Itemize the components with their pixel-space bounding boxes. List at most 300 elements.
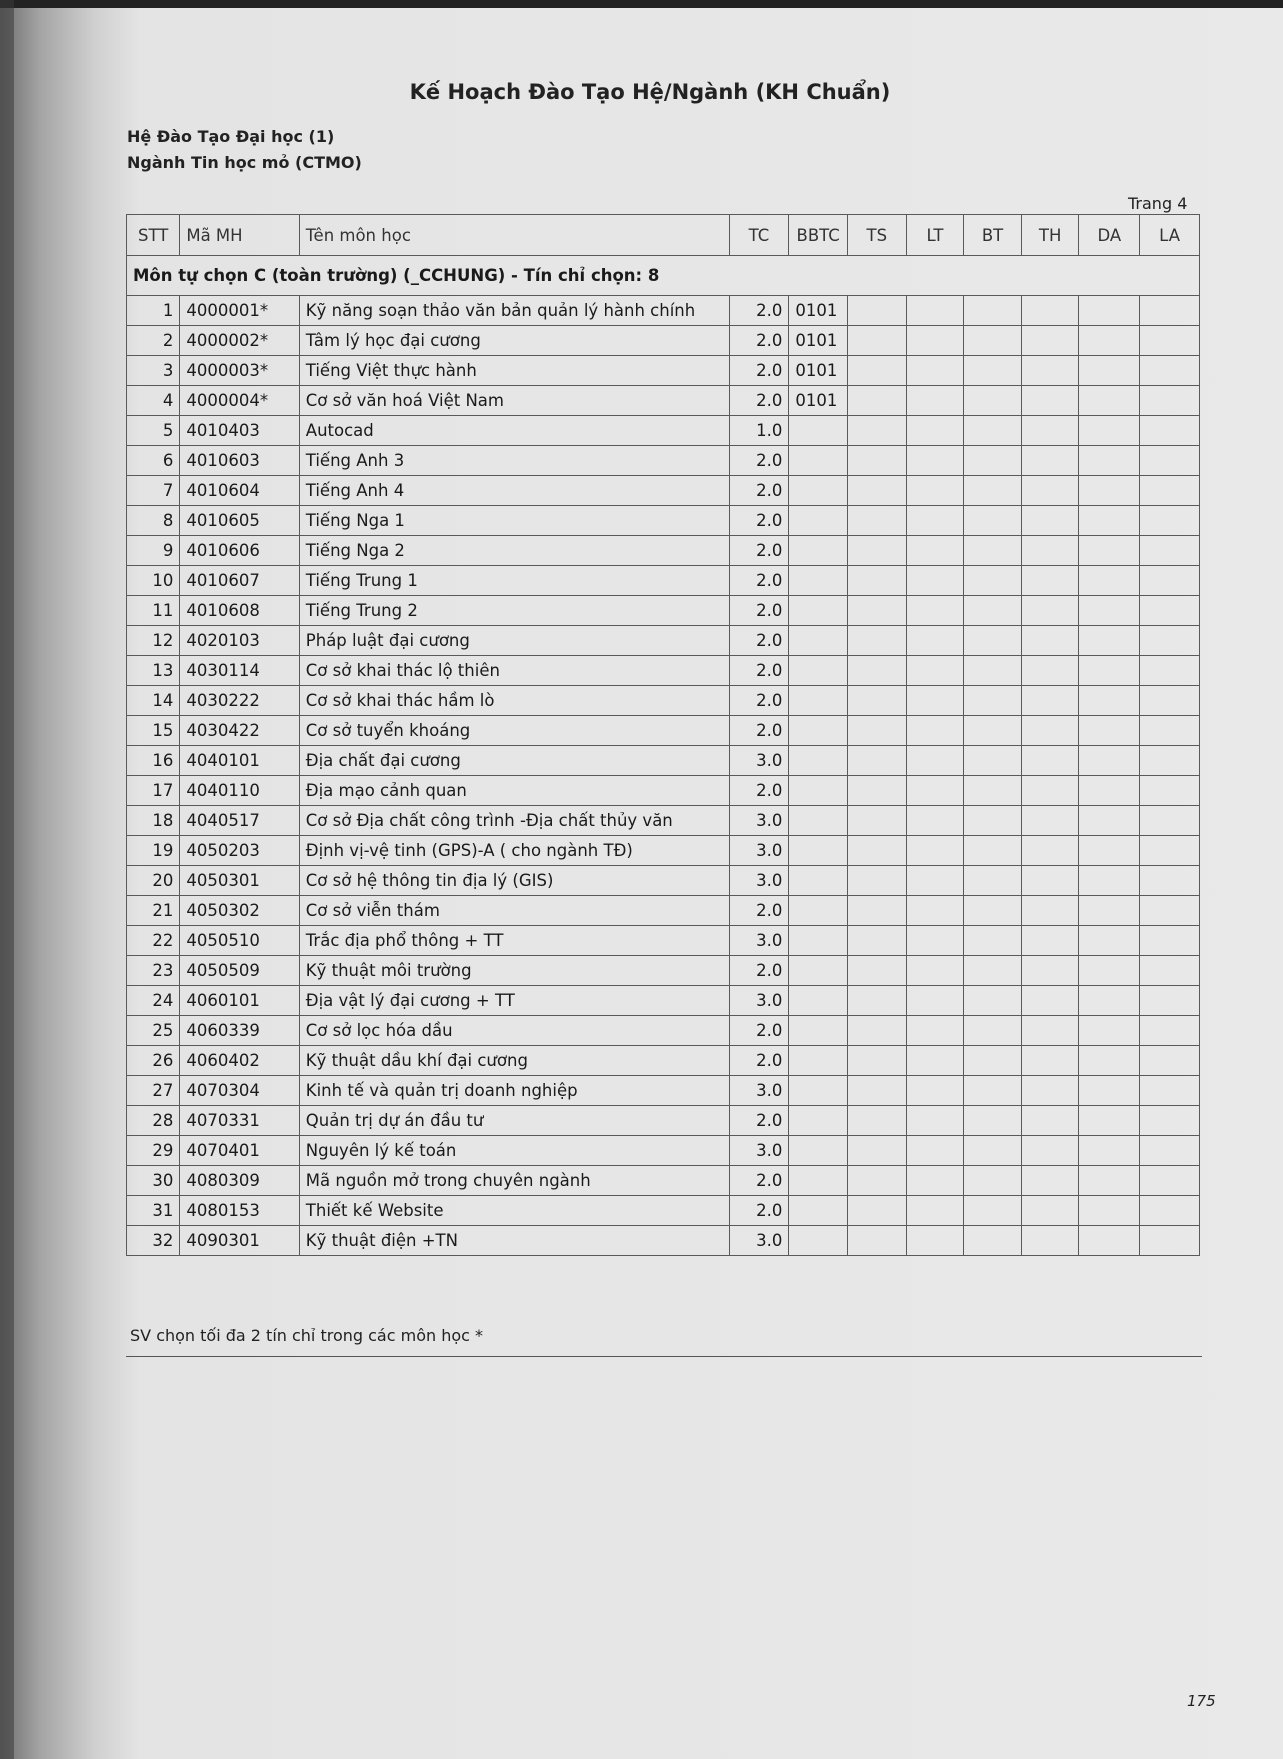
cell-ten-mon-hoc: Cơ sở khai thác hầm lò	[299, 686, 729, 716]
cell-th	[1021, 806, 1079, 836]
cell-stt: 12	[127, 626, 180, 656]
cell-stt: 8	[127, 506, 180, 536]
cell-da	[1079, 506, 1140, 536]
cell-bbtc: 0101	[789, 326, 848, 356]
cell-stt: 4	[127, 386, 180, 416]
header-ts: TS	[847, 215, 906, 256]
cell-stt: 22	[127, 926, 180, 956]
cell-ten-mon-hoc: Mã nguồn mở trong chuyên ngành	[299, 1166, 729, 1196]
table-row	[127, 806, 1200, 836]
cell-stt: 1	[127, 296, 180, 326]
cell-ts	[847, 356, 906, 386]
cell-da	[1079, 416, 1140, 446]
cell-bt	[964, 956, 1022, 986]
cell-stt: 28	[127, 1106, 180, 1136]
cell-la	[1140, 746, 1200, 776]
cell-da	[1079, 986, 1140, 1016]
cell-tc: 2.0	[729, 596, 789, 626]
table-row	[127, 656, 1200, 686]
cell-stt: 29	[127, 1136, 180, 1166]
cell-bbtc	[789, 1136, 848, 1166]
cell-da	[1079, 776, 1140, 806]
cell-la	[1140, 416, 1200, 446]
cell-ten-mon-hoc: Địa vật lý đại cương + TT	[299, 986, 729, 1016]
cell-bbtc	[789, 896, 848, 926]
cell-ten-mon-hoc: Tiếng Nga 1	[299, 506, 729, 536]
cell-bt	[964, 1016, 1022, 1046]
cell-th	[1021, 506, 1079, 536]
cell-ts	[847, 806, 906, 836]
cell-ts	[847, 1196, 906, 1226]
cell-tc: 3.0	[729, 1226, 789, 1256]
cell-bt	[964, 1196, 1022, 1226]
cell-stt: 15	[127, 716, 180, 746]
cell-ten-mon-hoc: Nguyên lý kế toán	[299, 1136, 729, 1166]
cell-bbtc	[789, 806, 848, 836]
cell-la	[1140, 776, 1200, 806]
cell-ts	[847, 686, 906, 716]
cell-lt	[906, 686, 964, 716]
cell-tc: 2.0	[729, 956, 789, 986]
cell-ma-mh: 4020103	[180, 626, 299, 656]
cell-la	[1140, 866, 1200, 896]
cell-ma-mh: 4040517	[180, 806, 299, 836]
cell-ma-mh: 4000004*	[180, 386, 299, 416]
cell-tc: 3.0	[729, 806, 789, 836]
cell-da	[1079, 596, 1140, 626]
table-row	[127, 626, 1200, 656]
cell-stt: 7	[127, 476, 180, 506]
cell-lt	[906, 536, 964, 566]
cell-bbtc	[789, 506, 848, 536]
cell-bbtc	[789, 1016, 848, 1046]
cell-lt	[906, 506, 964, 536]
cell-lt	[906, 866, 964, 896]
cell-ma-mh: 4010603	[180, 446, 299, 476]
cell-la	[1140, 956, 1200, 986]
cell-bt	[964, 686, 1022, 716]
cell-ts	[847, 896, 906, 926]
cell-bt	[964, 446, 1022, 476]
cell-lt	[906, 806, 964, 836]
cell-la	[1140, 1016, 1200, 1046]
cell-th	[1021, 896, 1079, 926]
cell-tc: 2.0	[729, 656, 789, 686]
cell-stt: 11	[127, 596, 180, 626]
cell-th	[1021, 326, 1079, 356]
cell-da	[1079, 746, 1140, 776]
cell-stt: 10	[127, 566, 180, 596]
cell-da	[1079, 1166, 1140, 1196]
cell-tc: 2.0	[729, 1046, 789, 1076]
cell-la	[1140, 566, 1200, 596]
table-row	[127, 746, 1200, 776]
cell-ts	[847, 506, 906, 536]
cell-ts	[847, 1016, 906, 1046]
cell-stt: 18	[127, 806, 180, 836]
page-number: 175	[1187, 1692, 1216, 1710]
cell-th	[1021, 1106, 1079, 1136]
header-lt: LT	[906, 215, 964, 256]
cell-bt	[964, 896, 1022, 926]
cell-bbtc	[789, 596, 848, 626]
cell-th	[1021, 476, 1079, 506]
table-row	[127, 1016, 1200, 1046]
cell-lt	[906, 596, 964, 626]
cell-ten-mon-hoc: Kỹ năng soạn thảo văn bản quản lý hành chính	[299, 296, 729, 326]
cell-bbtc	[789, 716, 848, 746]
cell-ten-mon-hoc: Tiếng Việt thực hành	[299, 356, 729, 386]
cell-th	[1021, 1076, 1079, 1106]
cell-th	[1021, 536, 1079, 566]
cell-la	[1140, 896, 1200, 926]
table-row	[127, 1076, 1200, 1106]
cell-lt	[906, 476, 964, 506]
cell-tc: 2.0	[729, 776, 789, 806]
table-row	[127, 1166, 1200, 1196]
cell-ma-mh: 4060339	[180, 1016, 299, 1046]
cell-tc: 3.0	[729, 1076, 789, 1106]
cell-ten-mon-hoc: Trắc địa phổ thông + TT	[299, 926, 729, 956]
cell-lt	[906, 566, 964, 596]
cell-ma-mh: 4040101	[180, 746, 299, 776]
cell-tc: 2.0	[729, 1196, 789, 1226]
cell-da	[1079, 686, 1140, 716]
group-row	[127, 256, 1200, 296]
cell-ten-mon-hoc: Kinh tế và quản trị doanh nghiệp	[299, 1076, 729, 1106]
cell-da	[1079, 386, 1140, 416]
cell-ten-mon-hoc: Pháp luật đại cương	[299, 626, 729, 656]
cell-th	[1021, 686, 1079, 716]
table-row	[127, 416, 1200, 446]
cell-stt: 13	[127, 656, 180, 686]
cell-th	[1021, 1166, 1079, 1196]
cell-th	[1021, 446, 1079, 476]
header-bt: BT	[964, 215, 1022, 256]
cell-ma-mh: 4080153	[180, 1196, 299, 1226]
cell-ma-mh: 4050203	[180, 836, 299, 866]
cell-ten-mon-hoc: Cơ sở viễn thám	[299, 896, 729, 926]
cell-lt	[906, 986, 964, 1016]
table-row	[127, 506, 1200, 536]
cell-la	[1140, 626, 1200, 656]
cell-ma-mh: 4050302	[180, 896, 299, 926]
cell-bbtc	[789, 1226, 848, 1256]
cell-bbtc: 0101	[789, 386, 848, 416]
cell-da	[1079, 1136, 1140, 1166]
cell-ten-mon-hoc: Kỹ thuật dầu khí đại cương	[299, 1046, 729, 1076]
cell-la	[1140, 986, 1200, 1016]
cell-stt: 5	[127, 416, 180, 446]
cell-bt	[964, 746, 1022, 776]
cell-ma-mh: 4010607	[180, 566, 299, 596]
cell-bbtc: 0101	[789, 296, 848, 326]
cell-ts	[847, 386, 906, 416]
cell-bt	[964, 566, 1022, 596]
cell-bbtc	[789, 836, 848, 866]
cell-ma-mh: 4050301	[180, 866, 299, 896]
cell-ma-mh: 4030222	[180, 686, 299, 716]
cell-stt: 6	[127, 446, 180, 476]
cell-da	[1079, 656, 1140, 686]
cell-bbtc	[789, 416, 848, 446]
cell-ten-mon-hoc: Địa mạo cảnh quan	[299, 776, 729, 806]
cell-ma-mh: 4050510	[180, 926, 299, 956]
cell-ma-mh: 4010606	[180, 536, 299, 566]
cell-stt: 31	[127, 1196, 180, 1226]
header-ten-mon-hoc: Tên môn học	[299, 215, 729, 256]
cell-tc: 2.0	[729, 896, 789, 926]
cell-tc: 2.0	[729, 1016, 789, 1046]
cell-tc: 2.0	[729, 566, 789, 596]
cell-ten-mon-hoc: Địa chất đại cương	[299, 746, 729, 776]
cell-bt	[964, 356, 1022, 386]
cell-la	[1140, 536, 1200, 566]
cell-bbtc	[789, 986, 848, 1016]
cell-ts	[847, 1106, 906, 1136]
cell-ma-mh: 4070331	[180, 1106, 299, 1136]
footnote: SV chọn tối đa 2 tín chỉ trong các môn học *	[130, 1326, 484, 1345]
cell-bt	[964, 596, 1022, 626]
table-row	[127, 1106, 1200, 1136]
cell-tc: 3.0	[729, 1136, 789, 1166]
table-row	[127, 1136, 1200, 1166]
table-row	[127, 716, 1200, 746]
table-row	[127, 1046, 1200, 1076]
cell-th	[1021, 656, 1079, 686]
cell-ten-mon-hoc: Cơ sở khai thác lộ thiên	[299, 656, 729, 686]
cell-bt	[964, 1106, 1022, 1136]
cell-da	[1079, 1106, 1140, 1136]
header-th: TH	[1021, 215, 1079, 256]
cell-la	[1140, 926, 1200, 956]
cell-lt	[906, 356, 964, 386]
cell-th	[1021, 386, 1079, 416]
cell-ma-mh: 4060101	[180, 986, 299, 1016]
cell-stt: 26	[127, 1046, 180, 1076]
cell-ma-mh: 4000003*	[180, 356, 299, 386]
cell-stt: 20	[127, 866, 180, 896]
cell-la	[1140, 686, 1200, 716]
cell-bbtc	[789, 686, 848, 716]
cell-bt	[964, 716, 1022, 746]
cell-bt	[964, 626, 1022, 656]
cell-tc: 1.0	[729, 416, 789, 446]
cell-lt	[906, 296, 964, 326]
cell-tc: 2.0	[729, 626, 789, 656]
cell-ts	[847, 1076, 906, 1106]
cell-ma-mh: 4030114	[180, 656, 299, 686]
table-row	[127, 986, 1200, 1016]
cell-da	[1079, 1046, 1140, 1076]
cell-th	[1021, 1196, 1079, 1226]
cell-la	[1140, 356, 1200, 386]
table-row	[127, 536, 1200, 566]
cell-da	[1079, 716, 1140, 746]
cell-lt	[906, 1046, 964, 1076]
cell-stt: 27	[127, 1076, 180, 1106]
footer-rule	[126, 1356, 1202, 1357]
cell-tc: 3.0	[729, 866, 789, 896]
cell-ma-mh: 4050509	[180, 956, 299, 986]
page-label: Trang 4	[1128, 194, 1188, 213]
cell-bt	[964, 836, 1022, 866]
cell-la	[1140, 476, 1200, 506]
cell-bbtc	[789, 776, 848, 806]
cell-da	[1079, 806, 1140, 836]
cell-ma-mh: 4070304	[180, 1076, 299, 1106]
cell-stt: 25	[127, 1016, 180, 1046]
cell-ts	[847, 836, 906, 866]
cell-ten-mon-hoc: Tiếng Anh 3	[299, 446, 729, 476]
binding-shadow	[0, 0, 14, 1759]
cell-ten-mon-hoc: Định vị-vệ tinh (GPS)-A ( cho ngành TĐ)	[299, 836, 729, 866]
cell-la	[1140, 506, 1200, 536]
cell-th	[1021, 1136, 1079, 1166]
cell-ma-mh: 4070401	[180, 1136, 299, 1166]
cell-bbtc	[789, 866, 848, 896]
cell-tc: 2.0	[729, 326, 789, 356]
cell-bbtc	[789, 926, 848, 956]
cell-la	[1140, 596, 1200, 626]
cell-tc: 2.0	[729, 536, 789, 566]
cell-stt: 30	[127, 1166, 180, 1196]
cell-lt	[906, 626, 964, 656]
cell-da	[1079, 1016, 1140, 1046]
cell-th	[1021, 716, 1079, 746]
cell-lt	[906, 416, 964, 446]
cell-lt	[906, 656, 964, 686]
cell-la	[1140, 836, 1200, 866]
cell-lt	[906, 1016, 964, 1046]
cell-bt	[964, 776, 1022, 806]
cell-th	[1021, 416, 1079, 446]
cell-ts	[847, 956, 906, 986]
cell-stt: 32	[127, 1226, 180, 1256]
cell-bbtc	[789, 1076, 848, 1106]
table-row	[127, 596, 1200, 626]
cell-bbtc	[789, 956, 848, 986]
cell-da	[1079, 566, 1140, 596]
cell-bbtc	[789, 1196, 848, 1226]
cell-ma-mh: 4010403	[180, 416, 299, 446]
cell-la	[1140, 656, 1200, 686]
cell-lt	[906, 716, 964, 746]
header-bbtc: BBTC	[789, 215, 848, 256]
cell-ts	[847, 926, 906, 956]
cell-bt	[964, 986, 1022, 1016]
cell-th	[1021, 866, 1079, 896]
table-row	[127, 1196, 1200, 1226]
table-row	[127, 866, 1200, 896]
cell-bt	[964, 1226, 1022, 1256]
header-ma-mh: Mã MH	[180, 215, 299, 256]
cell-bt	[964, 1166, 1022, 1196]
table-row	[127, 386, 1200, 416]
cell-th	[1021, 596, 1079, 626]
cell-bbtc	[789, 1166, 848, 1196]
header-la: LA	[1140, 215, 1200, 256]
scan-top-edge	[0, 0, 1283, 8]
cell-bbtc	[789, 746, 848, 776]
cell-tc: 2.0	[729, 1106, 789, 1136]
cell-la	[1140, 716, 1200, 746]
cell-bbtc	[789, 566, 848, 596]
cell-ts	[847, 776, 906, 806]
cell-ten-mon-hoc: Tiếng Anh 4	[299, 476, 729, 506]
cell-ma-mh: 4010608	[180, 596, 299, 626]
cell-lt	[906, 836, 964, 866]
cell-tc: 2.0	[729, 1166, 789, 1196]
table-row	[127, 356, 1200, 386]
header-tc: TC	[729, 215, 789, 256]
cell-tc: 2.0	[729, 716, 789, 746]
cell-da	[1079, 326, 1140, 356]
cell-ma-mh: 4000002*	[180, 326, 299, 356]
cell-da	[1079, 1076, 1140, 1106]
cell-ts	[847, 866, 906, 896]
page-title: Kế Hoạch Đào Tạo Hệ/Ngành (KH Chuẩn)	[409, 80, 891, 104]
cell-bbtc: 0101	[789, 356, 848, 386]
major-label: Ngành Tin học mỏ (CTMO)	[127, 153, 362, 172]
cell-ts	[847, 626, 906, 656]
cell-ts	[847, 1046, 906, 1076]
cell-ma-mh: 4030422	[180, 716, 299, 746]
cell-tc: 2.0	[729, 446, 789, 476]
cell-ma-mh: 4060402	[180, 1046, 299, 1076]
cell-th	[1021, 776, 1079, 806]
cell-lt	[906, 926, 964, 956]
table-row	[127, 446, 1200, 476]
cell-bt	[964, 1046, 1022, 1076]
cell-th	[1021, 836, 1079, 866]
cell-lt	[906, 1136, 964, 1166]
cell-la	[1140, 326, 1200, 356]
cell-bbtc	[789, 1046, 848, 1076]
cell-ma-mh: 4000001*	[180, 296, 299, 326]
cell-lt	[906, 1166, 964, 1196]
cell-tc: 2.0	[729, 356, 789, 386]
cell-bbtc	[789, 656, 848, 686]
table-row	[127, 686, 1200, 716]
cell-stt: 16	[127, 746, 180, 776]
cell-tc: 2.0	[729, 386, 789, 416]
table-row	[127, 836, 1200, 866]
cell-la	[1140, 1106, 1200, 1136]
cell-bt	[964, 326, 1022, 356]
cell-ts	[847, 296, 906, 326]
cell-stt: 14	[127, 686, 180, 716]
cell-lt	[906, 746, 964, 776]
group-title: Môn tự chọn C (toàn trường) (_CCHUNG) - Tín chỉ chọn: 8	[127, 256, 1200, 296]
cell-stt: 3	[127, 356, 180, 386]
cell-la	[1140, 1136, 1200, 1166]
cell-bt	[964, 476, 1022, 506]
cell-da	[1079, 476, 1140, 506]
cell-stt: 19	[127, 836, 180, 866]
cell-bt	[964, 806, 1022, 836]
cell-ts	[847, 716, 906, 746]
cell-ts	[847, 566, 906, 596]
cell-stt: 23	[127, 956, 180, 986]
table-row	[127, 296, 1200, 326]
cell-lt	[906, 956, 964, 986]
table-row	[127, 956, 1200, 986]
cell-bbtc	[789, 1106, 848, 1136]
cell-lt	[906, 326, 964, 356]
cell-stt: 9	[127, 536, 180, 566]
cell-tc: 2.0	[729, 506, 789, 536]
